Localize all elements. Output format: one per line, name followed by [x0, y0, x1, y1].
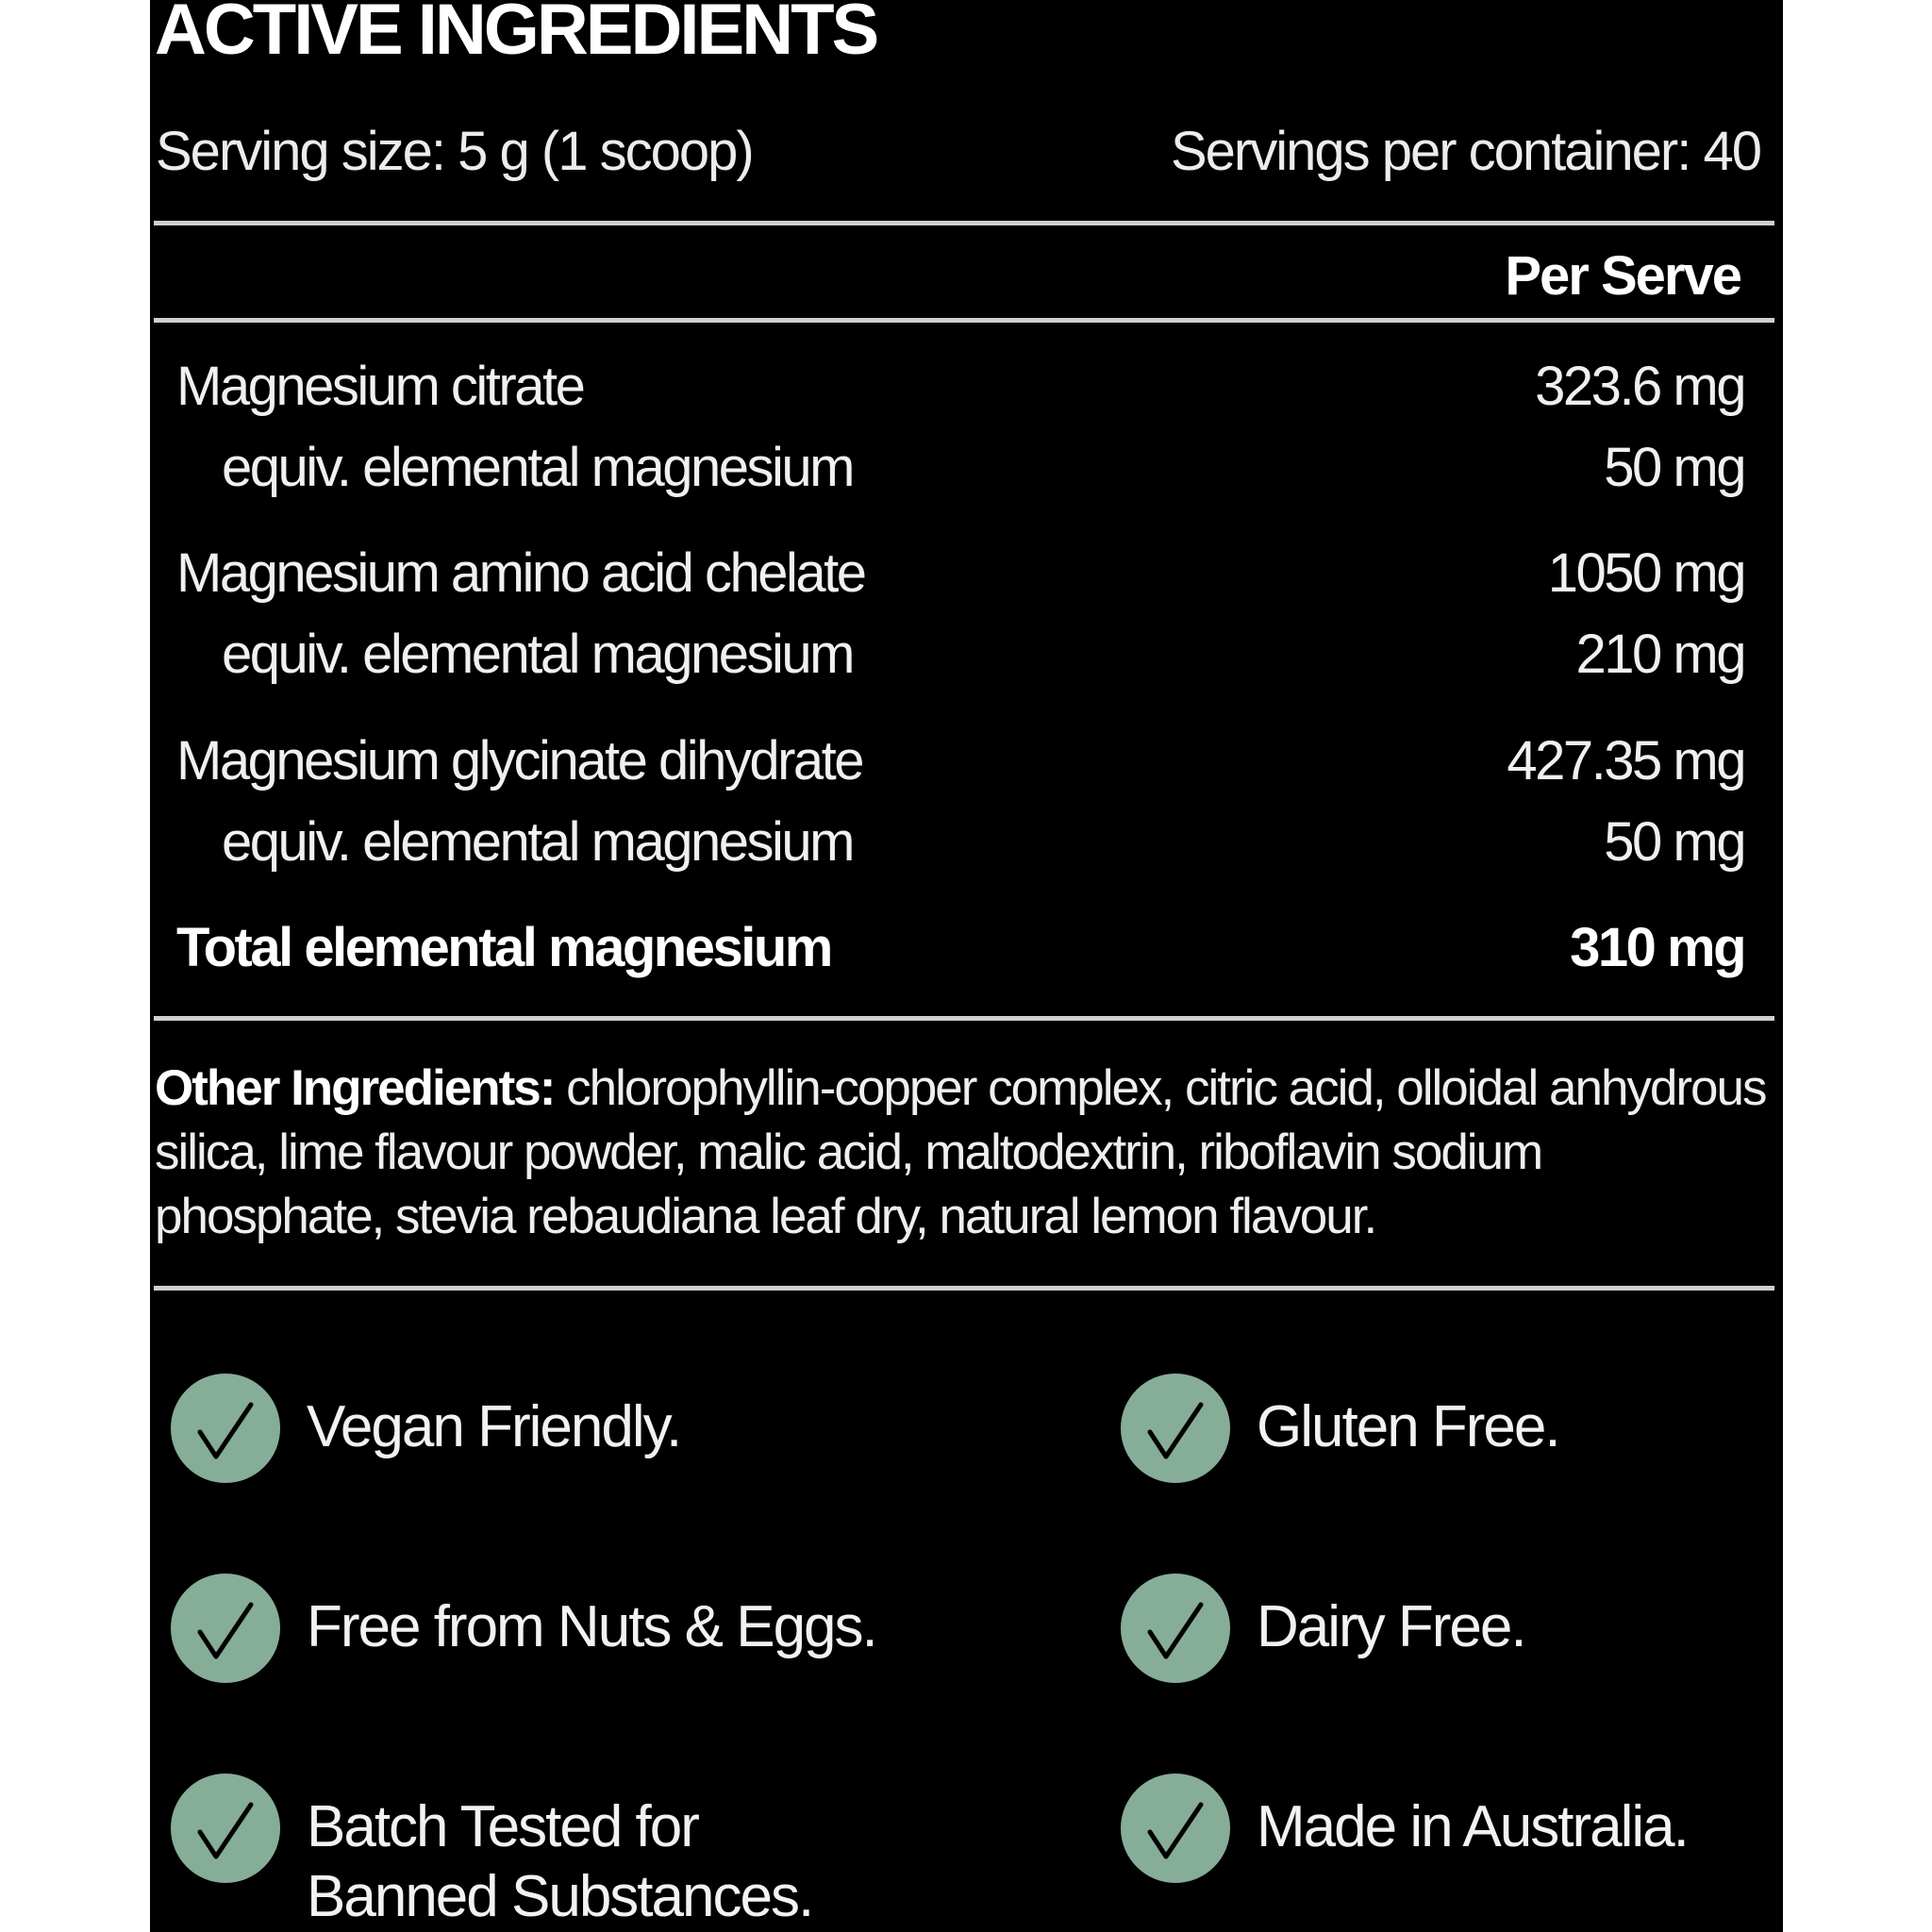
page-title: ACTIVE INGREDIENTS — [155, 0, 877, 70]
badge-label: Made in Australia. — [1257, 1794, 1688, 1859]
ingredient-amount: 427.35 mg — [1507, 730, 1744, 791]
ingredient-amount: 50 mg — [1604, 437, 1744, 498]
ingredient-amount: 50 mg — [1604, 811, 1744, 873]
ingredient-row — [150, 541, 1783, 607]
per-serve-header: Per Serve — [1505, 245, 1740, 307]
check-icon — [171, 1374, 280, 1483]
badge-label: Gluten Free. — [1257, 1394, 1559, 1459]
total-row — [150, 915, 1783, 981]
total-amount: 310 mg — [1570, 917, 1744, 978]
check-icon — [1121, 1574, 1230, 1683]
check-icon — [171, 1774, 280, 1883]
total-name: Total elemental magnesium — [176, 917, 831, 978]
ingredient-row — [150, 354, 1783, 420]
ingredient-row — [150, 728, 1783, 794]
ingredient-subrow — [150, 809, 1783, 875]
other-ingredients-text: chlorophyllin-copper complex, citric acid, olloidal anhydrous silica, lime flavour powder, malic acid, maltodextrin, riboflavin sodium phosphate, stevia rebaudiana leaf dry, natural lemon flavour. — [155, 1060, 1766, 1244]
ingredient-amount: 210 mg — [1575, 624, 1744, 685]
servings-per-container: Servings per container: 40 — [1170, 121, 1760, 182]
ingredient-subrow — [150, 622, 1783, 688]
ingredient-amount: 323.6 mg — [1535, 356, 1744, 417]
ingredient-name: equiv. elemental magnesium — [222, 811, 853, 873]
badge-label: Dairy Free. — [1257, 1594, 1525, 1659]
check-icon — [171, 1574, 280, 1683]
badge-label-line2: Banned Substances. — [307, 1864, 813, 1929]
ingredient-name: Magnesium glycinate dihydrate — [176, 730, 863, 791]
divider — [154, 1286, 1774, 1291]
ingredient-name: equiv. elemental magnesium — [222, 437, 853, 498]
divider — [154, 318, 1774, 323]
supplement-facts-panel — [150, 0, 1783, 1932]
check-icon — [1121, 1374, 1230, 1483]
badge-label-line1: Batch Tested for — [307, 1794, 698, 1859]
ingredient-subrow — [150, 435, 1783, 501]
check-icon — [1121, 1774, 1230, 1883]
other-ingredients-label: Other Ingredients: — [155, 1060, 555, 1116]
serving-size: Serving size: 5 g (1 scoop) — [156, 121, 753, 182]
ingredient-name: Magnesium citrate — [176, 356, 584, 417]
ingredient-name: Magnesium amino acid chelate — [176, 542, 865, 604]
badge-label: Free from Nuts & Eggs. — [307, 1594, 876, 1659]
ingredient-name: equiv. elemental magnesium — [222, 624, 853, 685]
other-ingredients — [155, 1057, 1768, 1249]
ingredient-amount: 1050 mg — [1547, 542, 1744, 604]
badge-label: Vegan Friendly. — [307, 1394, 681, 1459]
divider — [154, 1016, 1774, 1021]
divider — [154, 221, 1774, 225]
